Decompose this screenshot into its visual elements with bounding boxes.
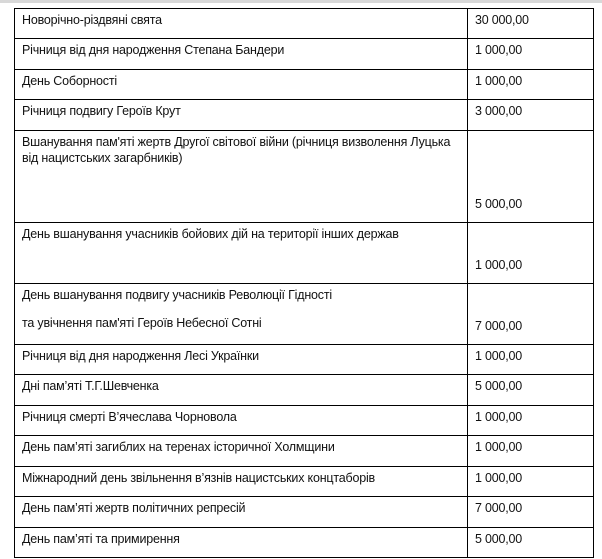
table-row bbox=[15, 284, 594, 345]
table-row bbox=[15, 345, 594, 375]
event-amount: 1 000,00 bbox=[468, 467, 594, 497]
event-amount: 1 000,00 bbox=[468, 345, 594, 375]
table-row bbox=[15, 100, 594, 131]
event-name: День Соборності bbox=[15, 70, 468, 100]
event-name: День пам’яті жертв політичних репресій bbox=[15, 497, 468, 528]
table-row bbox=[15, 375, 594, 406]
event-amount: 1 000,00 bbox=[468, 39, 594, 70]
budget-table bbox=[14, 8, 594, 558]
table-row bbox=[15, 70, 594, 100]
event-amount: 1 000,00 bbox=[468, 436, 594, 467]
event-amount: 1 000,00 bbox=[468, 223, 594, 284]
event-name: Річниця смерті В’ячеслава Чорновола bbox=[15, 406, 468, 436]
event-name: Вшанування пам'яті жертв Другої світової війни (річниця визволення Луцька від нацистських загарбників) bbox=[15, 131, 468, 223]
event-name: Річниця подвигу Героїв Крут bbox=[15, 100, 468, 131]
event-amount: 1 000,00 bbox=[468, 70, 594, 100]
table-row bbox=[15, 528, 594, 558]
table-row bbox=[15, 467, 594, 497]
event-name bbox=[15, 284, 468, 345]
event-name-line-1: День вшанування подвигу учасників Революції Гідності bbox=[22, 288, 332, 302]
table-row bbox=[15, 497, 594, 528]
event-name: Річниця від дня народження Лесі Українки bbox=[15, 345, 468, 375]
event-name: Дні пам’яті Т.Г.Шевченка bbox=[15, 375, 468, 406]
top-edge bbox=[0, 0, 602, 3]
event-amount: 5 000,00 bbox=[468, 131, 594, 223]
event-name: Міжнародний день звільнення в’язнів нацистських концтаборів bbox=[15, 467, 468, 497]
table-row bbox=[15, 39, 594, 70]
event-amount: 7 000,00 bbox=[468, 497, 594, 528]
table-row bbox=[15, 436, 594, 467]
event-name: Річниця від дня народження Степана Бандери bbox=[15, 39, 468, 70]
event-name: Новорічно-різдвяні свята bbox=[15, 9, 468, 39]
table-row bbox=[15, 223, 594, 284]
event-amount: 3 000,00 bbox=[468, 100, 594, 131]
event-amount: 30 000,00 bbox=[468, 9, 594, 39]
table-row bbox=[15, 131, 594, 223]
event-amount: 5 000,00 bbox=[468, 375, 594, 406]
table-row bbox=[15, 9, 594, 39]
event-name: День пам’яті та примирення bbox=[15, 528, 468, 558]
event-amount: 7 000,00 bbox=[468, 284, 594, 345]
event-amount: 1 000,00 bbox=[468, 406, 594, 436]
event-amount: 5 000,00 bbox=[468, 528, 594, 558]
event-name: День пам’яті загиблих на теренах історичної Холмщини bbox=[15, 436, 468, 467]
event-name-line-2: та увічнення пам'яті Героїв Небесної Сотні bbox=[22, 316, 262, 330]
event-name: День вшанування учасників бойових дій на території інших держав bbox=[15, 223, 468, 284]
table-row bbox=[15, 406, 594, 436]
